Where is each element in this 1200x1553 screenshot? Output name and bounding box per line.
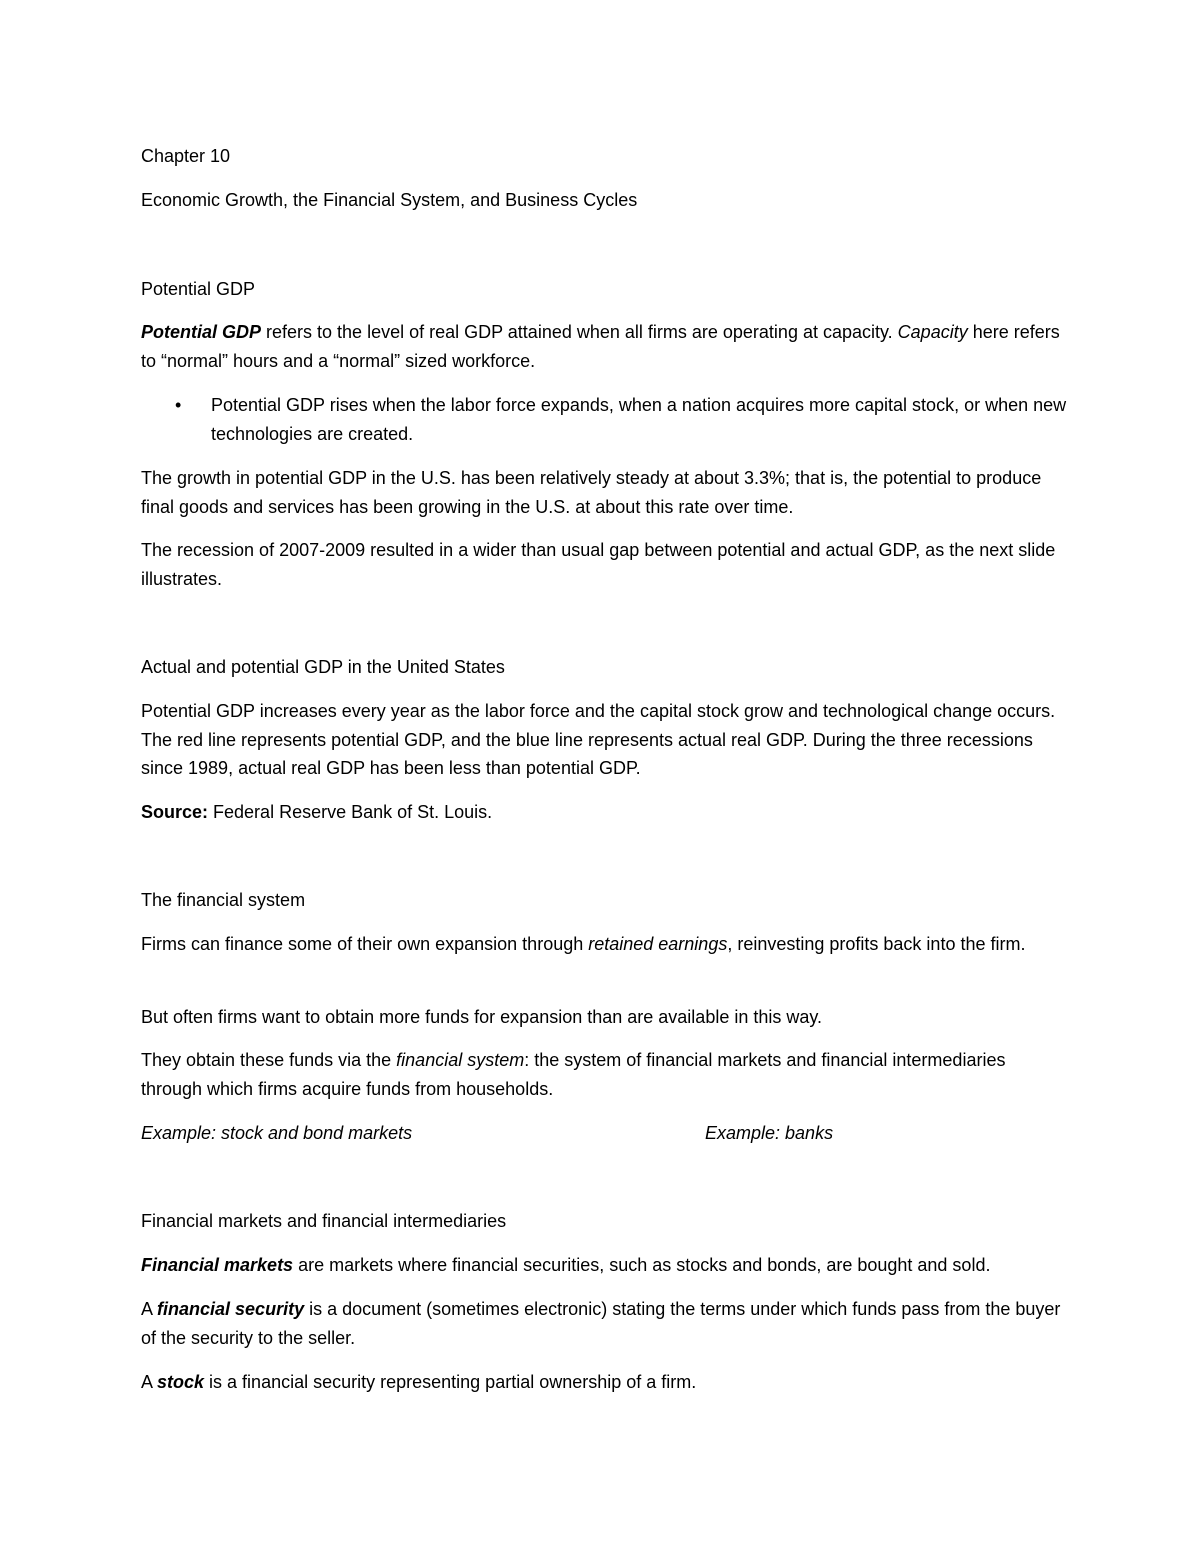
paragraph-text: A (141, 1372, 158, 1392)
section-heading-actual-potential: Actual and potential GDP in the United States (141, 657, 505, 677)
paragraph-text: , reinvesting profits back into the firm. (727, 934, 1026, 954)
paragraph-text: is a document (sometimes electronic) stating the terms under which funds pass from the buyer of the security to the seller. (141, 1299, 1061, 1348)
section-heading-markets-intermediaries: Financial markets and financial intermediaries (141, 1211, 507, 1231)
paragraph-more-funds: But often firms want to obtain more funds for expansion than are available in this way. (141, 1007, 823, 1027)
term-financial-system: financial system (396, 1050, 525, 1070)
paragraph-financial-markets (141, 1251, 1071, 1280)
paragraph-text: are markets where financial securities, such as stocks and bonds, are bought and sold. (293, 1255, 991, 1275)
term-financial-markets: Financial markets (141, 1255, 294, 1275)
section-heading-financial-system: The financial system (141, 890, 306, 910)
bullet-text: Potential GDP rises when the labor force expands, when a nation acquires more capital stock, or when new technologies are created. (211, 395, 1067, 444)
bullet-icon: • (175, 395, 182, 415)
paragraph-text: Firms can finance some of their own expansion through (141, 934, 589, 954)
paragraph-potential-growth: The growth in potential GDP in the U.S. has been relatively steady at about 3.3%; that is, the potential to produce final goods and services has been growing in the U.S. at about this rate over time. (141, 468, 1042, 517)
paragraph-financial-security (141, 1295, 1071, 1352)
term-capacity: Capacity (897, 322, 968, 342)
example-left: Example: stock and bond markets (141, 1123, 413, 1143)
paragraph-retained-earnings (141, 930, 1071, 959)
chapter-title: Economic Growth, the Financial System, and Business Cycles (141, 190, 638, 210)
paragraph-potential-gdp-definition (141, 318, 1071, 375)
paragraph-text: is a financial security representing partial ownership of a firm. (204, 1372, 697, 1392)
paragraph-recession-gap: The recession of 2007-2009 resulted in a wider than usual gap between potential and actual GDP, as the next slide illustrates. (141, 540, 1056, 589)
paragraph-text: : the system of financial markets and financial intermediaries through which firms acquire funds from households. (141, 1050, 1006, 1099)
paragraph-financial-system (141, 1046, 1071, 1103)
paragraph-text: They obtain these funds via the (141, 1050, 397, 1070)
section-heading-potential-gdp: Potential GDP (141, 279, 256, 299)
term-stock: stock (157, 1372, 205, 1392)
chapter-label: Chapter 10 (141, 146, 231, 166)
term-retained-earnings: retained earnings (588, 934, 728, 954)
examples-row (141, 1119, 1071, 1148)
paragraph-actual-potential: Potential GDP increases every year as the labor force and the capital stock grow and technological change occurs. The red line represents potential GDP, and the blue line represents actual real GDP. During the three recessions since 1989, actual real GDP has been less than potential GDP. (141, 701, 1056, 778)
paragraph-text: here refers to “normal” hours and a “normal” sized workforce. (141, 322, 1060, 371)
paragraph-text: refers to the level of real GDP attained when all firms are operating at capacity. (261, 322, 898, 342)
example-right: Example: banks (705, 1123, 834, 1143)
term-financial-security: financial security (157, 1299, 305, 1319)
term-potential-gdp: Potential GDP (141, 322, 262, 342)
source-text: Federal Reserve Bank of St. Louis. (208, 802, 493, 822)
source-line (141, 798, 1071, 827)
paragraph-stock (141, 1368, 1071, 1397)
paragraph-text: A (141, 1299, 158, 1319)
source-label: Source: (141, 802, 209, 822)
